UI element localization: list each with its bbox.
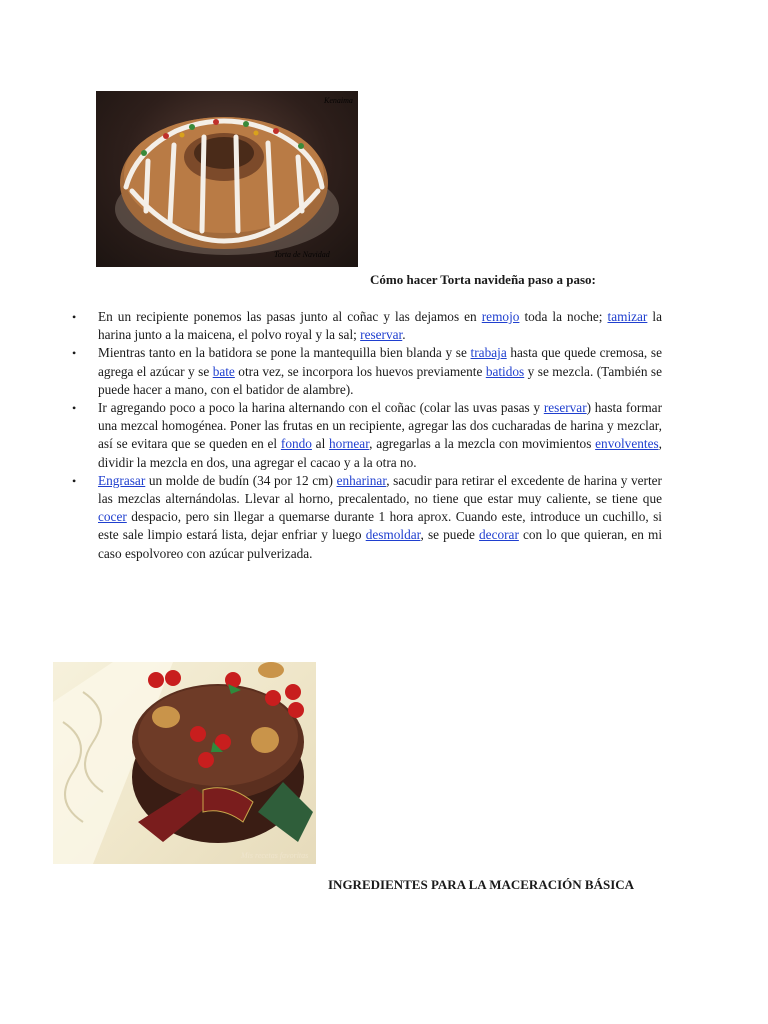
step-text: , sacudir para retirar el excedente de harina y verter las mezclas alternándolas. Llevar al horno, precalentado, no tiene que estar muy caliente, se tiene que (98, 472, 662, 507)
recipe-steps-heading: Cómo hacer Torta navideña paso a paso: (370, 272, 596, 287)
bullet-marker: • (72, 346, 77, 361)
term-link-cocer[interactable]: cocer (98, 509, 127, 525)
term-link-desmoldar[interactable]: desmoldar (365, 527, 421, 543)
bundt-cake-photo (96, 91, 358, 267)
term-link-trabaja[interactable]: trabaja (470, 345, 507, 361)
term-link-batidos[interactable]: batidos (485, 363, 525, 379)
step-text: En un recipiente ponemos las pasas junto al coñac y las dejamos en (98, 309, 482, 324)
recipe-step-item (72, 399, 662, 472)
step-text: otra vez, se incorpora los huevos previamente (234, 363, 486, 379)
step-text: y se mezcla. (También se puede hacer a mano, con el batidor de alambre). (98, 363, 663, 397)
bullet-marker: • (72, 473, 77, 488)
fruit-cake-illustration (53, 662, 316, 864)
recipe-step-item (72, 344, 662, 399)
step-text: ) hasta formar una mezcal homogénea. Poner las frutas en un recipiente, agregar las dos cucharadas de harina y mezclar, así se evitara que se queden en el (98, 400, 663, 452)
recipe-step-item (72, 308, 662, 344)
photo1-watermark-bottom: Torta de Navidad (274, 250, 330, 259)
bullet-marker: • (72, 310, 77, 324)
step-text: al (311, 436, 330, 452)
bullet-marker: • (72, 401, 77, 416)
photo2-watermark: Mis recetas favoritas (241, 851, 309, 860)
term-link-bate[interactable]: bate (212, 363, 235, 379)
term-link-reservar[interactable]: reservar (543, 400, 587, 416)
ingredients-heading: INGREDIENTES PARA LA MACERACIÓN BÁSICA (328, 877, 635, 892)
step-text: la harina junto a la maicena, el polvo royal y la sal; (98, 309, 663, 343)
step-text: , dividir la mezcla en dos, una agregar el cacao y a la otra no. (98, 436, 662, 470)
step-text: , se puede (420, 527, 480, 543)
bundt-cake-illustration (96, 91, 358, 267)
recipe-step-item (72, 472, 662, 563)
term-link-engrasar[interactable]: Engrasar (98, 472, 146, 488)
term-link-enharinar[interactable]: enharinar (336, 472, 387, 488)
step-text: , agregarlas a la mezcla con movimientos (369, 436, 596, 452)
step-text: con lo que quieran, en mi caso espolvoreo con azúcar pulverizada. (98, 527, 663, 561)
term-link-tamizar[interactable]: tamizar (607, 309, 648, 324)
term-link-fondo[interactable]: fondo (280, 436, 312, 452)
recipe-steps-list (72, 308, 662, 563)
step-text: despacio, pero sin llegar a quemarse durante 1 hora aprox. Cuando este, introduce un cuchillo, si este sale limpio estará lista, dejar enfriar y luego (98, 509, 662, 543)
fruit-cake-photo (53, 662, 316, 864)
step-text: toda la noche; (519, 309, 608, 324)
step-text: hasta que quede cremosa, se agrega el azúcar y se (98, 345, 663, 379)
step-text: Ir agregando poco a poco la harina alternando con el coñac (colar las uvas pasas y (98, 400, 544, 416)
term-link-remojo[interactable]: remojo (481, 309, 520, 324)
term-link-hornear[interactable]: hornear (329, 436, 370, 452)
step-text: Mientras tanto en la batidora se pone la mantequilla bien blanda y se (98, 345, 471, 361)
term-link-reservar[interactable]: reservar (360, 327, 403, 343)
term-link-decorar[interactable]: decorar (479, 527, 519, 543)
step-text: . (402, 327, 406, 343)
step-text: un molde de budín (34 por 12 cm) (145, 472, 337, 488)
photo1-watermark-top: Kenaima (324, 96, 353, 105)
term-link-envolventes[interactable]: envolventes (595, 436, 659, 452)
